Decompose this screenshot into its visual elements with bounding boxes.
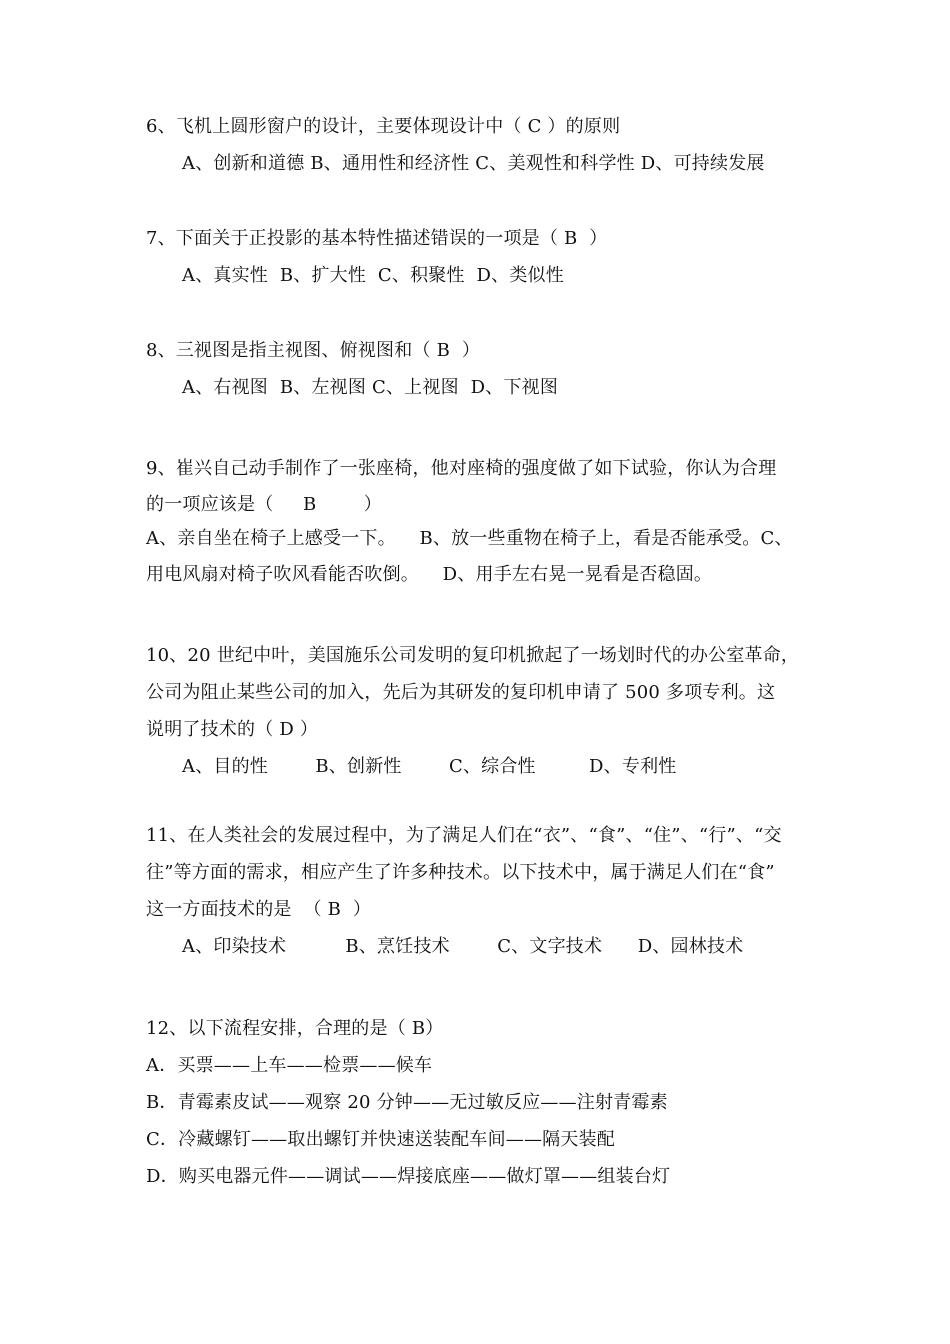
- question-9-stem-line-2: 的一项应该是（ B ）: [146, 494, 383, 515]
- question-7-options: A、真实性 B、扩大性 C、积聚性 D、类似性: [182, 265, 564, 286]
- question-11-stem-line-2: 往”等方面的需求，相应产生了许多种技术。以下技术中，属于满足人们在“食”: [146, 862, 775, 883]
- question-11-stem-line-1: 11、在人类社会的发展过程中，为了满足人们在“衣”、“食”、“住”、“行”、“交: [146, 825, 782, 846]
- question-11-options: A、印染技术 B、烹饪技术 C、文字技术 D、园林技术: [182, 936, 744, 957]
- question-12-option-d: D．购买电器元件——调试——焊接底座——做灯罩——组装台灯: [146, 1166, 671, 1187]
- question-8-options: A、右视图 B、左视图 C、上视图 D、下视图: [182, 377, 559, 398]
- question-10-stem-line-1: 10、20 世纪中叶，美国施乐公司发明的复印机掀起了一场划时代的办公室革命，: [146, 645, 800, 666]
- question-12-stem: 12、以下流程安排，合理的是（ B）: [146, 1018, 444, 1039]
- question-12-option-c: C．冷藏螺钉——取出螺钉并快速送装配车间——隔天装配: [146, 1129, 615, 1150]
- question-10-options: A、目的性 B、创新性 C、综合性 D、专利性: [182, 756, 677, 777]
- question-9-options-line-2: 用电风扇对椅子吹风看能否吹倒。 D、用手左右晃一晃看是否稳固。: [146, 564, 713, 585]
- question-9-options-line-1: A、亲自坐在椅子上感受一下。 B、放一些重物在椅子上，看是否能承受。C、: [146, 528, 793, 549]
- question-10-stem-line-3: 说明了技术的（ D ）: [146, 719, 319, 740]
- question-8-stem: 8、三视图是指主视图、俯视图和（ B ）: [146, 340, 481, 361]
- question-6-stem: 6、飞机上圆形窗户的设计，主要体现设计中（ C ）的原则: [146, 116, 621, 137]
- question-10-stem-line-2: 公司为阻止某些公司的加入，先后为其研发的复印机申请了 500 多项专利。这: [146, 682, 776, 703]
- question-7-stem: 7、下面关于正投影的基本特性描述错误的一项是（ B ）: [146, 228, 608, 249]
- question-9-stem-line-1: 9、崔兴自己动手制作了一张座椅，他对座椅的强度做了如下试验，你认为合理: [146, 458, 777, 479]
- question-12-option-b: B．青霉素皮试——观察 20 分钟——无过敏反应——注射青霉素: [146, 1092, 668, 1113]
- question-11-stem-line-3: 这一方面技术的是 （ B ）: [146, 899, 372, 920]
- question-12-option-a: A．买票——上车——检票——候车: [146, 1055, 433, 1076]
- question-6-options: A、创新和道德 B、通用性和经济性 C、美观性和科学性 D、可持续发展: [182, 153, 765, 174]
